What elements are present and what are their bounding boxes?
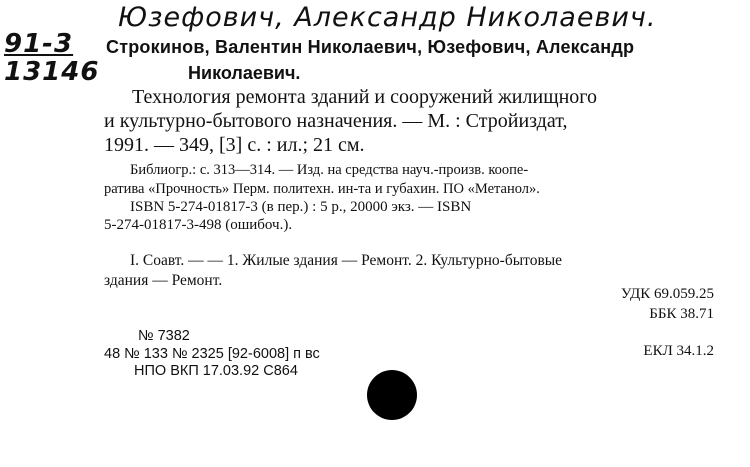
handwritten-shelf-code <box>4 30 99 86</box>
shelf-code-top: 91-3 <box>4 29 74 59</box>
print-info-line3: НПО ВКП 17.03.92 С864 <box>134 363 298 379</box>
subjects-line2: здания — Ремонт. <box>104 272 223 289</box>
title-line1: Технология ремонта зданий и сооружений жилищного <box>132 86 597 108</box>
isbn-line1: ISBN 5-274-01817-3 (в пер.) : 5 р., 20000 экз. — ISBN <box>130 199 472 215</box>
bibliography-line1: Библиогр.: с. 313—314. — Изд. на средства науч.-произв. коопе- <box>130 162 529 178</box>
handwritten-author-name: Юзефович, Александр Николаевич. <box>118 2 657 33</box>
isbn-line2: 5-274-01817-3-498 (ошибоч.). <box>104 217 293 233</box>
bbk-code: ББК 38.71 <box>649 306 714 322</box>
ekl-code: ЕКЛ 34.1.2 <box>643 343 714 359</box>
title-line3: 1991. — 349, [3] с. : ил.; 21 см. <box>104 134 365 156</box>
shelf-code-bottom: 13146 <box>4 57 100 87</box>
bibliography-line2: ратива «Прочность» Перм. политехн. ин-та и губахин. ПО «Метанол». <box>104 181 540 197</box>
author-heading-line2: Николаевич. <box>188 63 301 83</box>
author-heading-line1: Строкинов, Валентин Николаевич, Юзефович, Александр <box>106 37 635 57</box>
udk-code: УДК 69.059.25 <box>620 286 714 302</box>
card-punch-hole <box>367 370 417 420</box>
title-line2: и культурно-бытового назначения. — М. : Стройиздат, <box>104 110 568 132</box>
print-info-line1: № 7382 <box>138 328 190 344</box>
subjects-line1: I. Соавт. — — 1. Жилые здания — Ремонт. 2. Культурно-бытовые <box>130 252 563 269</box>
print-info-line2: 48 № 133 № 2325 [92-6008] п вс <box>104 346 320 362</box>
